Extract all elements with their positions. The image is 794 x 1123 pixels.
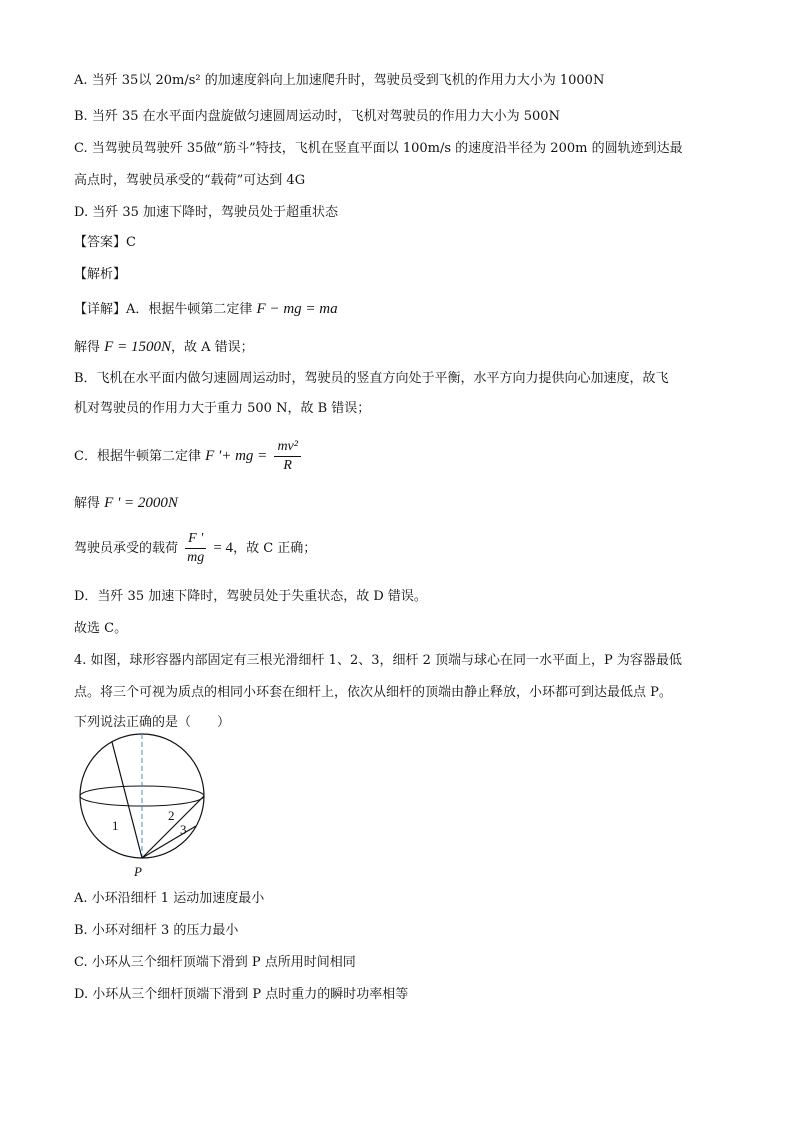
analysis-tag: 【解析】: [74, 267, 127, 282]
solution-a-result: [74, 338, 254, 357]
fraction-numerator: F ': [185, 530, 206, 549]
q4-option-c: C. 小环从三个细杆顶端下滑到 P 点所用时间相同: [74, 955, 356, 970]
point-p-label: P: [134, 864, 142, 879]
solution-c-line: [74, 436, 304, 476]
option-q3-b: B. 当歼 35 在水平面内盘旋做匀速圆周运动时，飞机对驾驶员的作用力大小为 500N: [74, 109, 560, 124]
rod-1: [112, 742, 142, 858]
load-equals: = 4: [213, 540, 234, 556]
fraction-load: [185, 530, 206, 567]
option-q3-d: D. 当歼 35 加速下降时，驾驶员处于超重状态: [74, 205, 339, 220]
formula-result-c: F ' = 2000N: [104, 495, 178, 511]
solution-b-line2: 机对驾驶员的作用力大于重力 500 N，故 B 错误；: [74, 401, 371, 416]
solution-a-line: [74, 300, 338, 319]
formula-result-a: F = 1500N: [104, 339, 171, 355]
solution-final: 故选 C。: [74, 621, 128, 636]
fraction-denominator: mg: [187, 550, 205, 565]
formula-newton-a: F − mg = ma: [256, 301, 338, 317]
option-q3-c-line1: C. 当驾驶员驾驶歼 35做“筋斗”特技，飞机在竖直平面以 100m/s 的速度沿半径为 200m 的圆轨迹到达最: [74, 141, 683, 156]
load-prefix: 驾驶员承受的载荷: [74, 541, 179, 556]
result-prefix: 解得: [74, 340, 101, 355]
option-q3-a: A. 当歼 35以 20m/s² 的加速度斜向上加速爬升时，驾驶员受到飞机的作用力大小为 1000N: [74, 73, 605, 88]
fraction-numerator: mv²: [274, 438, 301, 457]
q4-stem-line2: 点。将三个可视为质点的相同小环套在细杆上，依次从细杆的顶端由静止释放，小环都可到达最低点 P。: [74, 685, 672, 700]
solution-b-line1: B．飞机在水平面内做匀速圆周运动时，驾驶员的竖直方向处于平衡，水平方向力提供向心加速度，故飞: [74, 371, 669, 386]
rod-3-label: 3: [180, 822, 187, 837]
option-q3-c-line2: 高点时，驾驶员承受的“载荷”可达到 4G: [74, 173, 306, 188]
rod-1-label: 1: [112, 818, 119, 833]
load-suffix: ，故 C 正确；: [233, 541, 317, 556]
solution-a-intro: A．根据牛顿第二定律: [126, 302, 253, 317]
solution-d: D．当歼 35 加速下降时，驾驶员处于失重状态，故 D 错误。: [74, 589, 427, 604]
q4-stem-line1: 4. 如图，球形容器内部固定有三根光滑细杆 1、2、3，细杆 2 顶端与球心在同一水平面上，P 为容器最低: [74, 653, 682, 668]
answer-value: C: [126, 235, 136, 250]
solution-c-result: [74, 494, 178, 513]
formula-c-lhs: F '+ mg =: [205, 448, 268, 464]
q4-stem-line3: 下列说法正确的是（ ）: [74, 715, 231, 730]
fraction-mv2-over-r: [274, 438, 301, 475]
result-suffix: ，故 A 错误；: [170, 340, 254, 355]
solution-c-load: [74, 528, 316, 568]
fraction-denominator: R: [283, 458, 292, 473]
result-prefix: 解得: [74, 496, 101, 511]
sphere-rods-figure: [70, 730, 230, 880]
solution-c-intro: C．根据牛顿第二定律: [74, 449, 201, 464]
rod-2-label: 2: [168, 808, 175, 823]
answer-tag: 【答案】: [74, 235, 127, 250]
q4-option-a: A. 小环沿细杆 1 运动加速度最小: [74, 891, 265, 906]
answer-line: [74, 234, 136, 252]
detail-tag: 【详解】: [74, 302, 127, 317]
q4-option-b: B. 小环对细杆 3 的压力最小: [74, 923, 239, 938]
q4-option-d: D. 小环从三个细杆顶端下滑到 P 点时重力的瞬时功率相等: [74, 987, 409, 1002]
